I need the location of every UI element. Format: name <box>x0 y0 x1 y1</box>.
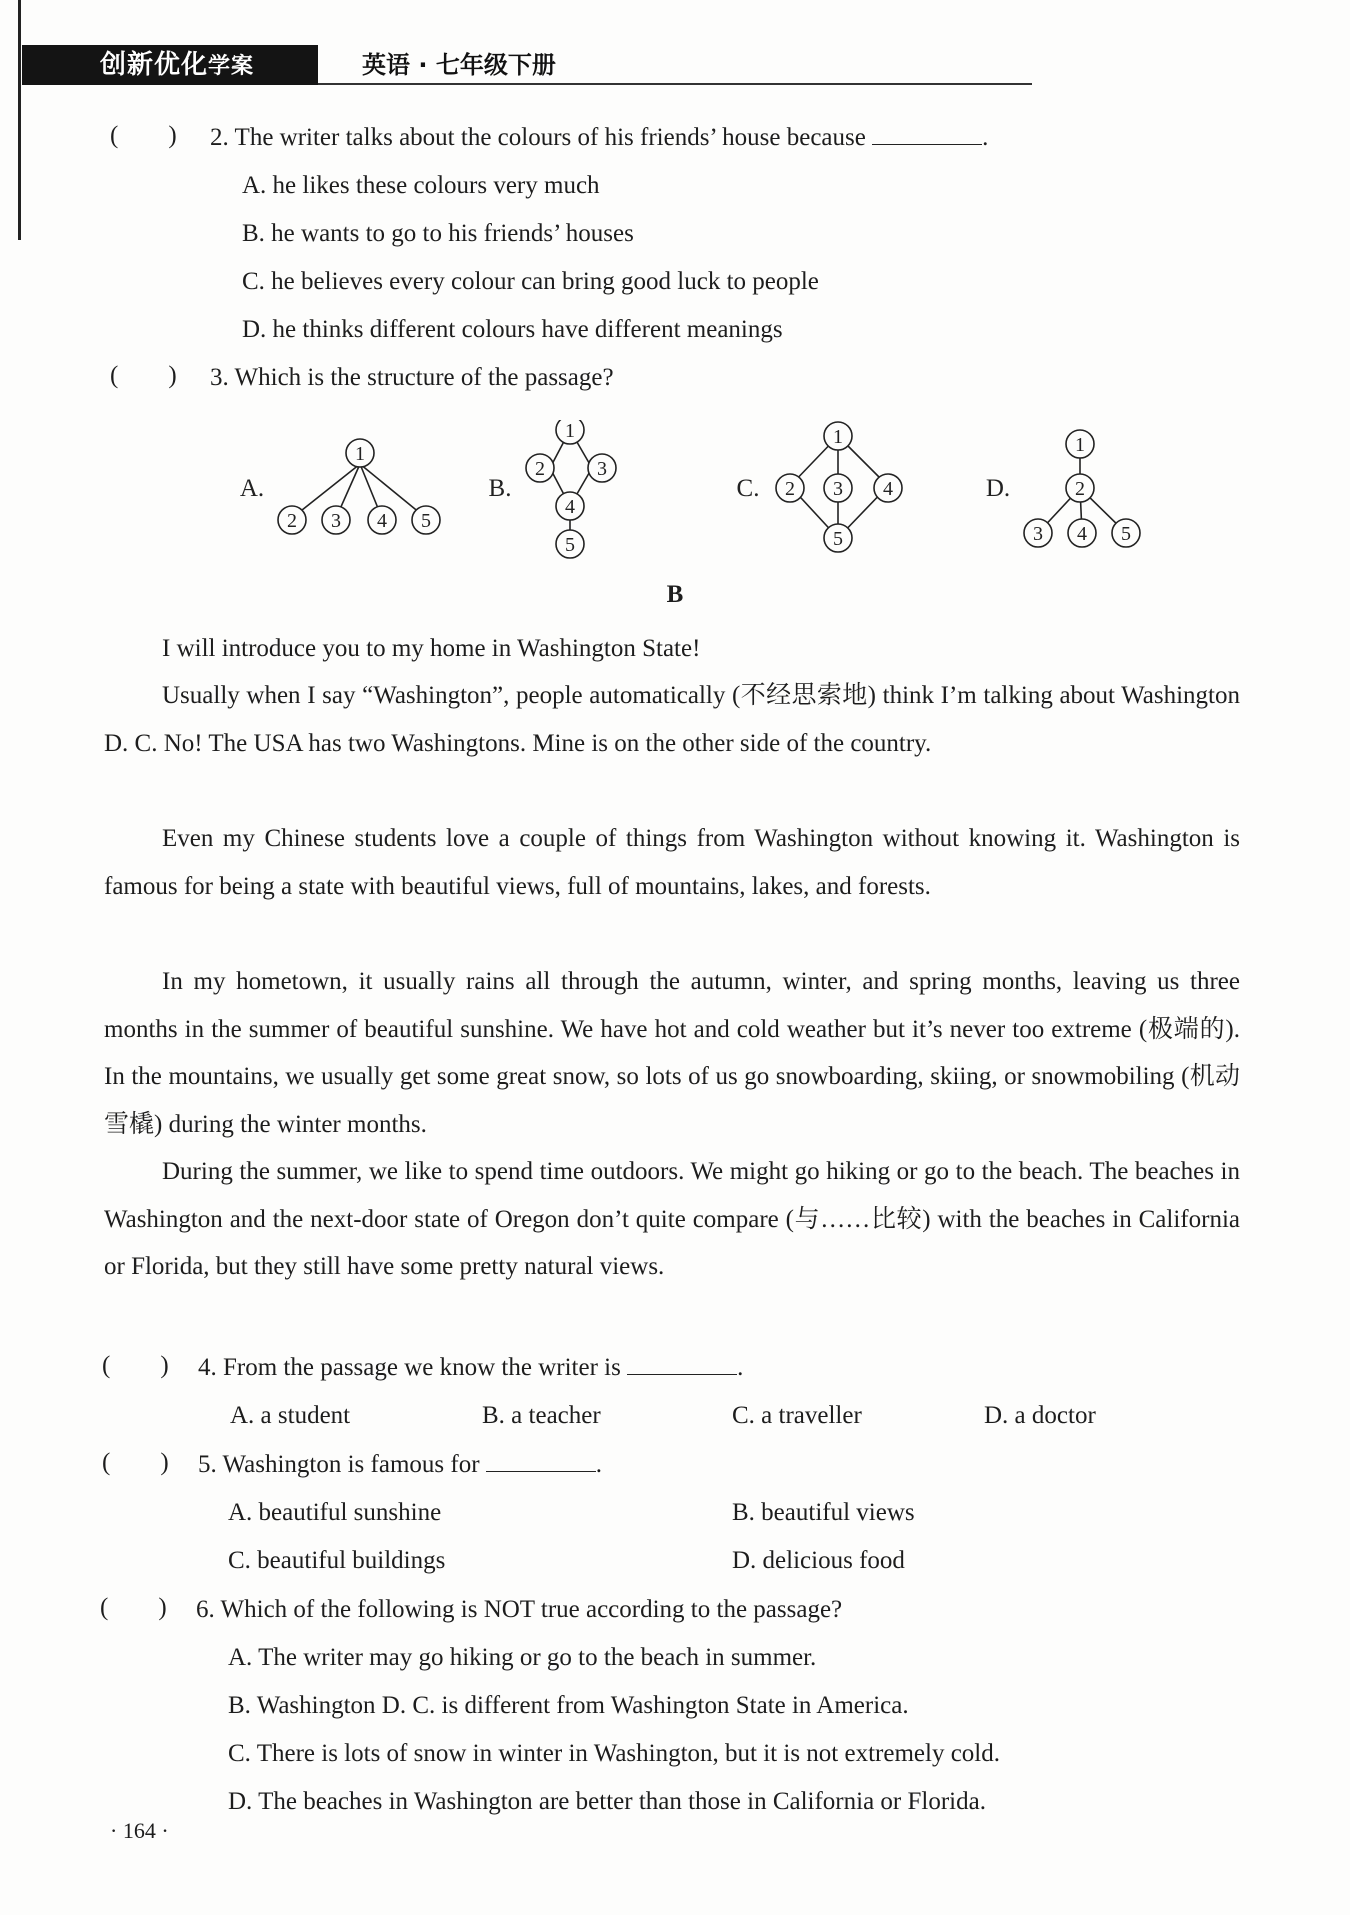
page-number: · 164 · <box>110 1818 169 1843</box>
binding-edge <box>18 0 21 240</box>
node-label: 4 <box>377 510 387 532</box>
node-label: 3 <box>331 510 341 532</box>
diagram-label-b: B. <box>488 475 512 502</box>
question-stem: 6. Which of the following is NOT true according to the passage? <box>196 1596 843 1623</box>
node-label: 5 <box>1121 523 1131 545</box>
node-label: 2 <box>785 478 795 500</box>
node-label: 4 <box>883 478 893 500</box>
node-label: 1 <box>355 443 365 465</box>
answer-bracket[interactable]: ( ) <box>110 122 177 149</box>
node-label: 3 <box>597 458 607 480</box>
brand-main: 创新优化 <box>100 50 209 80</box>
page-header <box>22 45 1032 85</box>
diagram-label-c: C. <box>736 475 760 502</box>
option-b: B. he wants to go to his friends’ houses <box>242 220 634 247</box>
diagram-label-a: A. <box>239 475 265 502</box>
section-title: B <box>666 581 684 608</box>
header-rule <box>318 83 1032 85</box>
node-label: 3 <box>1033 523 1043 545</box>
option-c: C. a traveller <box>732 1402 862 1429</box>
answer-bracket[interactable]: ( ) <box>110 362 177 389</box>
node-label: 2 <box>287 510 297 532</box>
node-label: 4 <box>1077 523 1087 545</box>
option-d: D. a doctor <box>984 1402 1096 1429</box>
answer-blank <box>486 1449 596 1472</box>
answer-bracket[interactable]: ( ) <box>102 1352 169 1379</box>
option-d: D. he thinks different colours have different meanings <box>242 316 783 343</box>
option-c: C. he believes every colour can bring good luck to people <box>242 268 819 295</box>
answer-bracket[interactable]: ( ) <box>100 1594 167 1621</box>
option-a: A. beautiful sunshine <box>228 1499 442 1526</box>
option-d: D. The beaches in Washington are better than those in California or Florida. <box>228 1788 986 1815</box>
answer-blank <box>872 122 982 145</box>
structure-diagrams <box>0 420 1350 570</box>
passage-paragraph-1: I will introduce you to my home in Washington State! <box>162 635 701 662</box>
diagram-label-d: D. <box>985 475 1011 502</box>
node-label: 2 <box>535 458 545 480</box>
option-b: B. beautiful views <box>732 1499 915 1526</box>
question-stem: 3. Which is the structure of the passage? <box>210 364 614 391</box>
option-d: D. delicious food <box>732 1547 905 1574</box>
option-a: A. he likes these colours very much <box>242 172 600 199</box>
brand-sub: 学案 <box>208 54 255 79</box>
node-label: 1 <box>565 420 575 442</box>
option-a: A. a student <box>230 1402 351 1429</box>
question-stem: 5. Washington is famous for . <box>198 1451 603 1478</box>
question-stem: 2. The writer talks about the colours of his friends’ house because . <box>210 124 989 151</box>
option-c: C. There is lots of snow in winter in Washington, but it is not extremely cold. <box>228 1740 1000 1767</box>
option-b: B. Washington D. C. is different from Washington State in America. <box>228 1692 909 1719</box>
option-a: A. The writer may go hiking or go to the beach in summer. <box>228 1644 817 1671</box>
brand-logo <box>22 45 318 85</box>
node-label: 1 <box>1075 434 1085 456</box>
node-label: 1 <box>833 426 843 448</box>
option-c: C. beautiful buildings <box>228 1547 446 1574</box>
answer-blank <box>627 1352 737 1375</box>
node-label: 5 <box>421 510 431 532</box>
node-label: 4 <box>565 496 575 518</box>
node-label: 5 <box>833 528 843 550</box>
passage-paragraph-4: In my hometown, it usually rains all through the autumn, winter, and spring months, leaving us three months in the summer of beautiful sunshine. We have hot and cold weather but it’s never too extreme (极端的). In the mountains, we usually get some great snow, so lots of us go snowboarding, skiing, or snowmobiling (机动雪橇) during the winter months. <box>104 968 1240 1138</box>
question-stem: 4. From the passage we know the writer is . <box>198 1354 744 1381</box>
passage-paragraph-3: Even my Chinese students love a couple of things from Washington without knowing it. Washington is famous for being a state with beautiful views, full of mountains, lakes, and forests. <box>104 825 1240 900</box>
passage-paragraph-5: During the summer, we like to spend time outdoors. We might go hiking or go to the beach. The beaches in Washington and the next-door state of Oregon don’t quite compare (与……比较) with the beaches in California or Florida, but they still have some pretty natural views. <box>104 1158 1240 1280</box>
node-label: 5 <box>565 534 575 556</box>
node-label: 2 <box>1075 478 1085 500</box>
option-b: B. a teacher <box>482 1402 601 1429</box>
answer-bracket[interactable]: ( ) <box>102 1449 169 1476</box>
node-label: 3 <box>833 478 843 500</box>
subject-title: 英语 · 七年级下册 <box>362 51 556 79</box>
passage-paragraph-2: Usually when I say “Washington”, people automatically (不经思索地) think I’m talking about Washington D. C. No! The USA has two Washingtons. Mine is on the other side of the country. <box>104 682 1240 757</box>
